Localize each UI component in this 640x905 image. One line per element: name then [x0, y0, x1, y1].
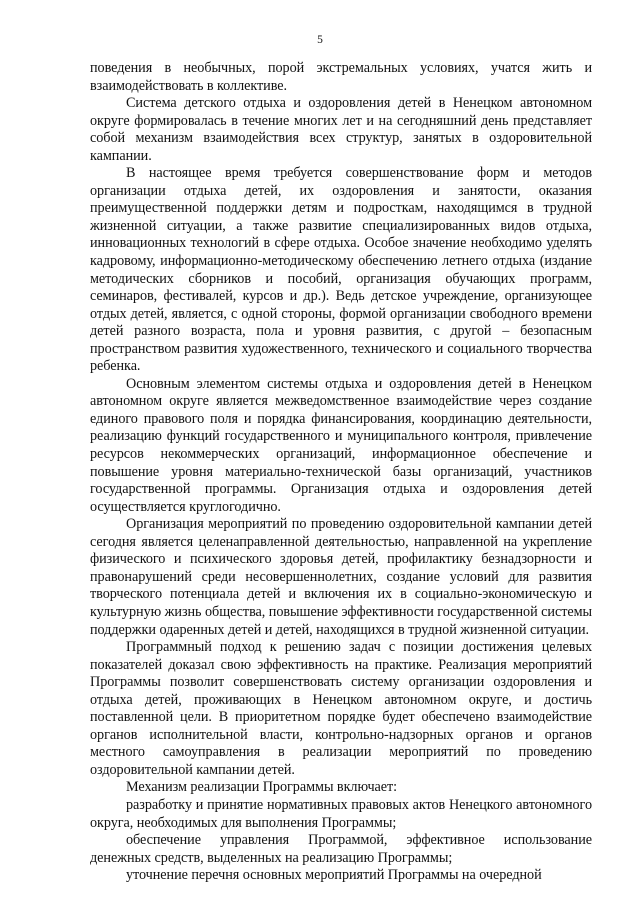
paragraph-campaign-organization: Организация мероприятий по проведению оздоровительной кампании детей сегодня является целенаправленной деятельностью, направленной на укрепление физического и психического здоровья детей, профилактику безнадзорности и правонарушений среди несовершеннолетних, создание условий для развития творческого потенциала детей и включения их в социально-экономическую и культурную жизнь общества, повышение эффективности государственной системы поддержки одаренных детей и детей, находящихся в трудной жизненной ситуации. — [90, 516, 592, 638]
paragraph-system-formation: Система детского отдыха и оздоровления детей в Ненецком автономном округе формировалась в течение многих лет и на сегодняшний день представляет собой механизм взаимодействия всех структур, занятых в оздоровительной кампании. — [90, 95, 592, 164]
document-body — [90, 60, 592, 885]
paragraph-program-approach: Программный подход к решению задач с позиции достижения целевых показателей доказал свою эффективность на практике. Реализация мероприятий Программы позволит совершенствовать систему организации оздоровления и отдыха детей, проживающих в Ненецком автономном округе, и достичь поставленной цели. В приоритетном порядке будет обеспечено взаимодействие органов исполнительной власти, контрольно-надзорных органов и органов местного самоуправления в реализации мероприятий по проведению оздоровительной кампании детей. — [90, 639, 592, 778]
paragraph-continuation: поведения в необычных, порой экстремальных условиях, учатся жить и взаимодействовать в коллективе. — [90, 60, 592, 94]
paragraph-interagency-cooperation: Основным элементом системы отдыха и оздоровления детей в Ненецком автономном округе является межведомственное взаимодействие через создание единого правового поля и порядка финансирования, координацию деятельности, реализацию функций государственного и муниципального контроля, привлечение ресурсов некоммерческих организаций, информационное обеспечение и повышение уровня материально-технической базы организаций, участников государственной программы. Организация отдыха и оздоровления детей осуществляется круглогодично. — [90, 375, 592, 515]
paragraph-current-needs: В настоящее время требуется совершенствование форм и методов организации отдыха детей, их оздоровления и занятости, оказания преимущественной поддержки детям и подросткам, находящимся в трудной жизненной ситуации, а также развитие специализированных видов отдыха, инновационных технологий в сфере отдыха. Особое значение необходимо уделять кадровому, информационно-методическому обеспечению летнего отдыха (издание методических сборников и пособий, организация обучающих программ, семинаров, фестивалей, курсов и др.). Ведь детское учреждение, организующее отдых детей, является, с одной стороны, формой организации свободного времени детей разного возраста, пола и уровня развития, с другой – безопасным пространством развития художественного, технического и социального творчества ребенка. — [90, 165, 592, 375]
list-item-measures-update: уточнение перечня основных мероприятий Программы на очередной — [126, 867, 542, 884]
page-number: 5 — [317, 34, 323, 46]
list-item-legal-acts: разработку и принятие нормативных правовых актов Ненецкого автономного округа, необходимых для выполнения Программы; — [90, 796, 592, 831]
paragraph-mechanism-intro: Механизм реализации Программы включает: — [126, 779, 398, 796]
list-item-program-management: обеспечение управления Программой, эффективное использование денежных средств, выделенных на реализацию Программы; — [90, 832, 592, 866]
